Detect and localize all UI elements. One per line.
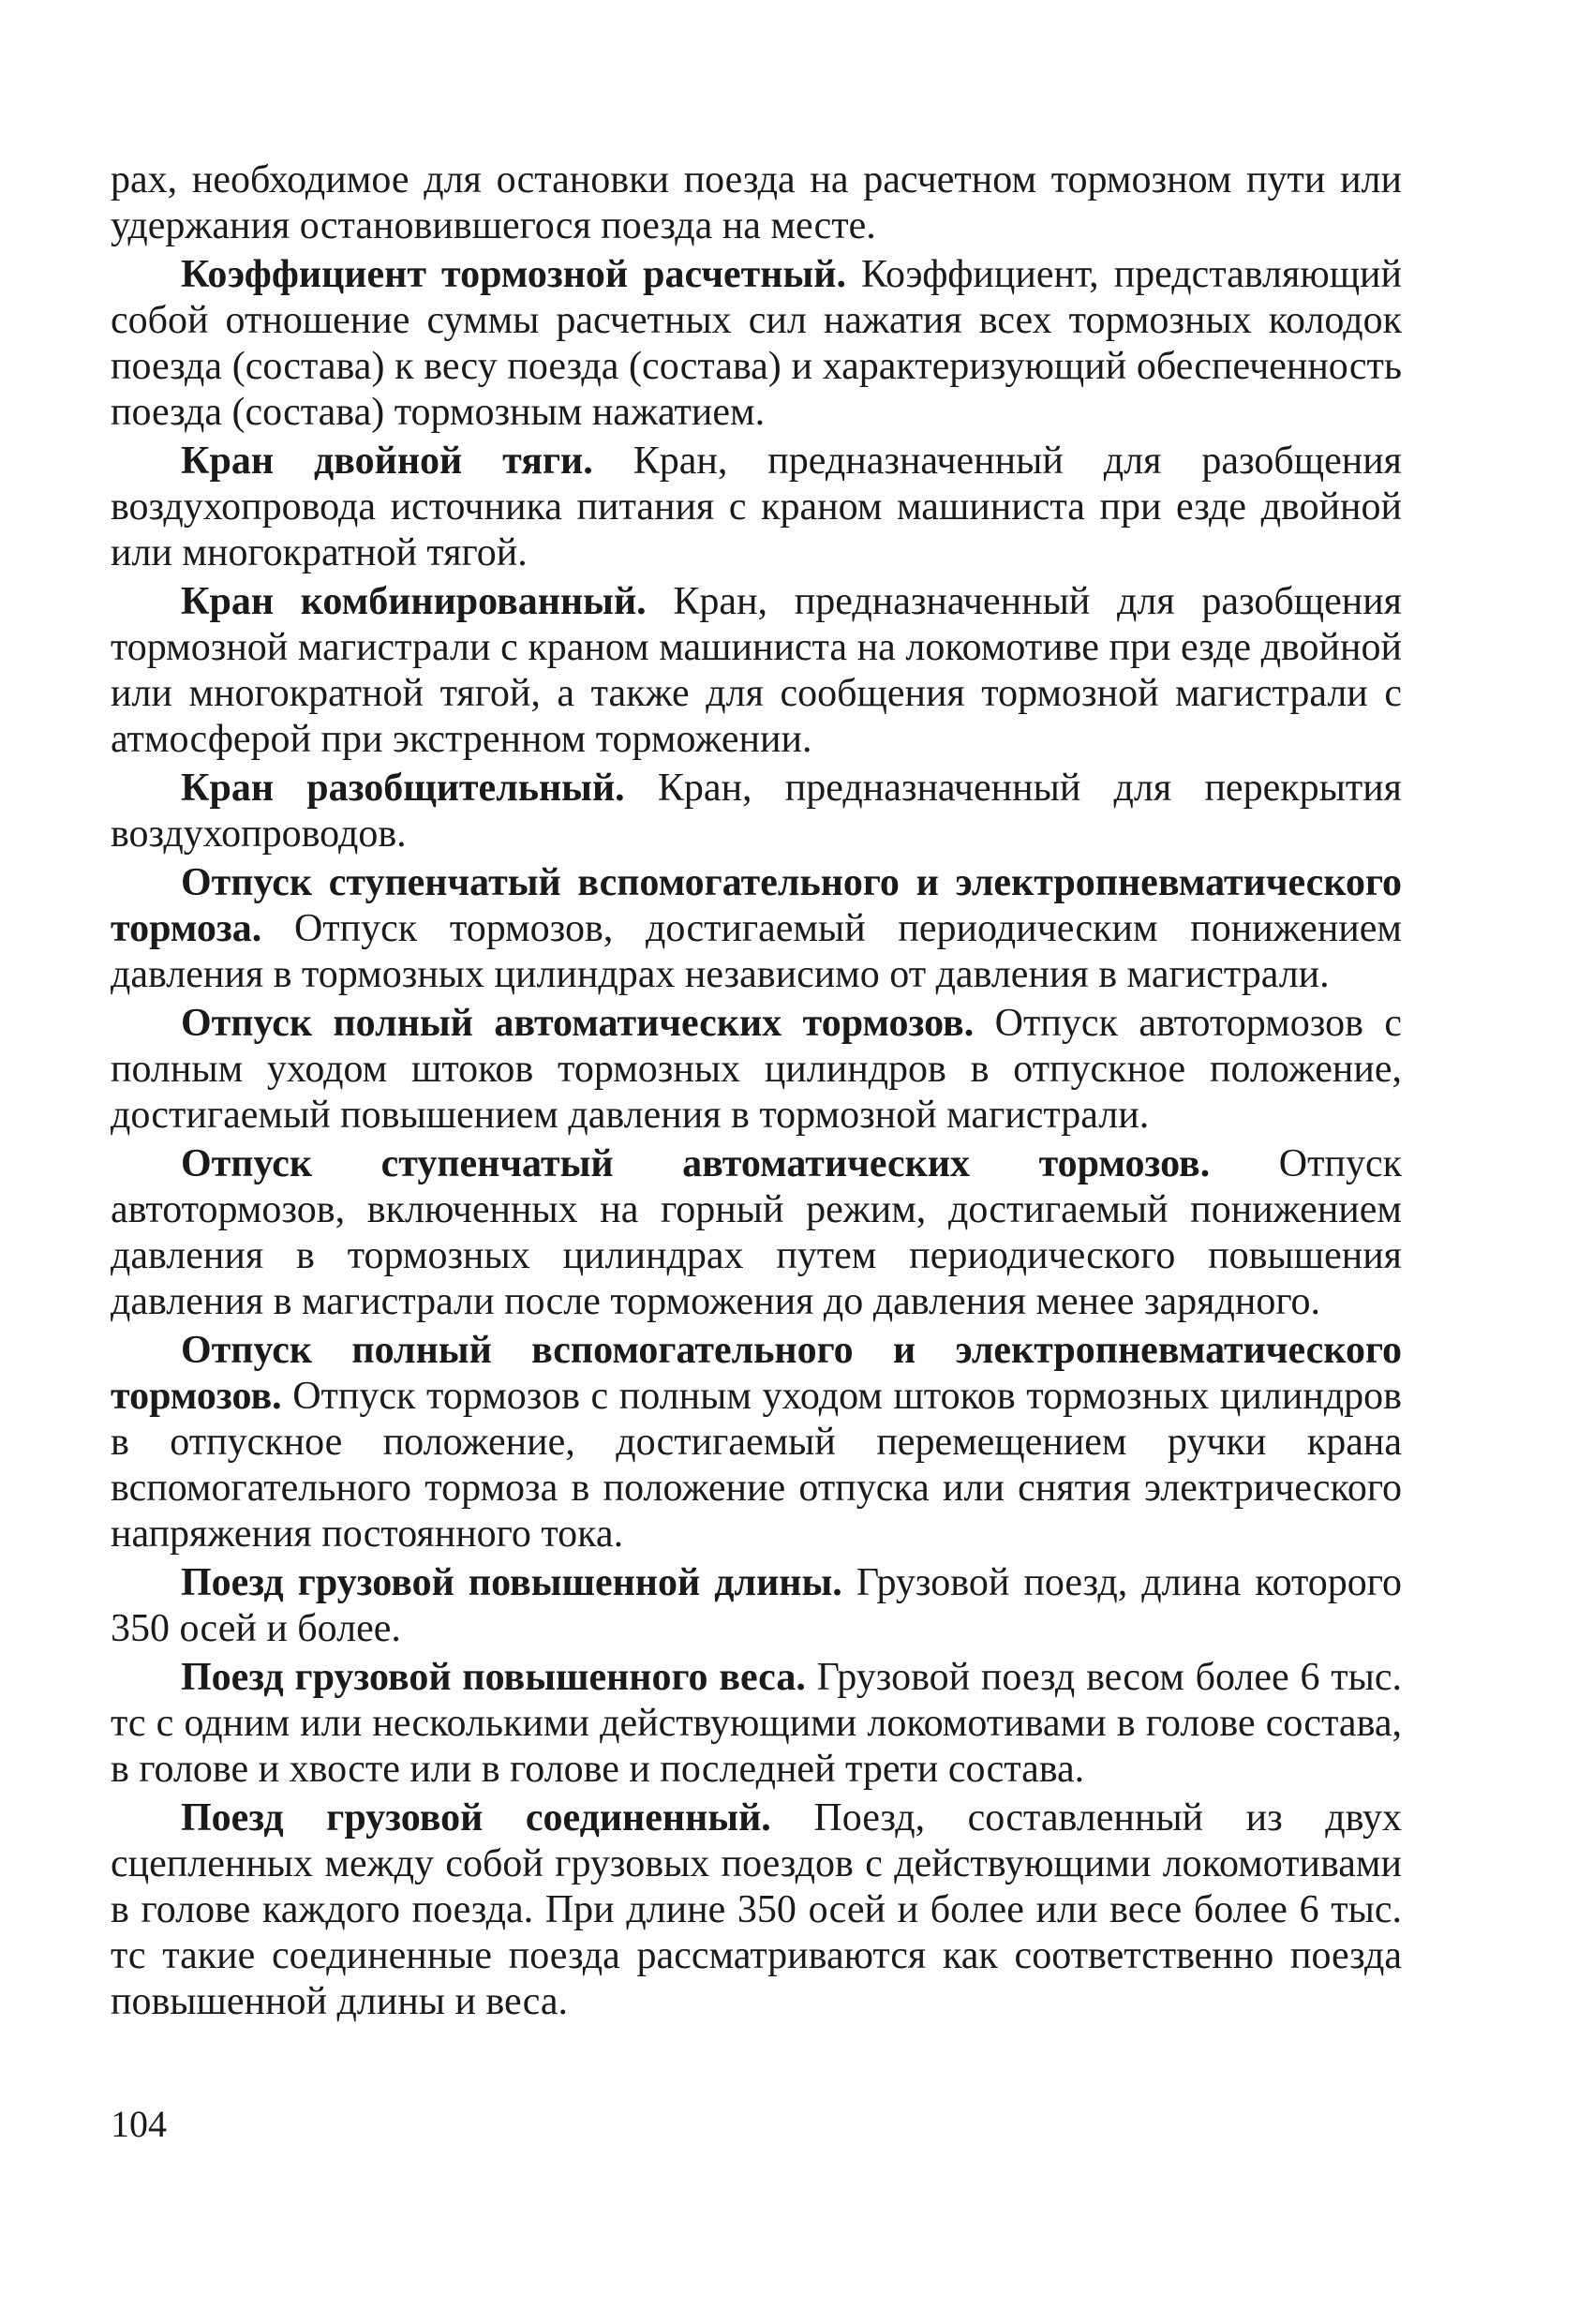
definition-entry (111, 1001, 1402, 1139)
term-heading: Отпуск ступенчатый вспомогательного и электропневматического тормоза. (111, 861, 1402, 950)
term-definition: Отпуск тормозов, достигаемый периодическим понижением давления в тормозных цилиндрах независимо от давления в магистрали. (111, 907, 1402, 996)
term-heading: Поезд грузовой соединенный. (181, 1796, 771, 1840)
definition-entry (111, 1328, 1402, 1557)
term-heading: Кран разобщительный. (181, 767, 625, 810)
page-number: 104 (111, 2103, 167, 2145)
term-definition: Отпуск автотормозов с полным уходом штоков тормозных цилиндров в отпускное положение, достигаемый повышением давления в тормозной магистрали. (111, 1002, 1402, 1137)
definition-entry (111, 579, 1402, 763)
definition-entry (111, 860, 1402, 998)
term-definition: Коэффициент, представляющий собой отношение суммы расчетных сил нажатия всех тормозных колодок поезда (состава) к весу поезда (состава) и характеризующий обеспеченность поезда (состава) тормозным нажатием. (111, 253, 1403, 434)
definition-entry (111, 1560, 1402, 1652)
term-heading: Кран комбинированный. (181, 580, 647, 623)
definition-entry (111, 1795, 1402, 2025)
definition-entry (111, 766, 1402, 857)
term-definition: Кран, предназначенный для перекрытия воздухопроводов. (111, 767, 1402, 856)
term-definition: Поезд, составленный из двух сцепленных между собой грузовых поездов с действующими локомотивами в голове каждого поезда. При длине 350 осей и более или весе более 6 тыс. тс такие соединенные поезда рассматриваются как соответственно поезда повышенной длины и веса. (111, 1796, 1402, 2023)
term-heading: Кран двойной тяги. (181, 439, 593, 483)
term-heading: Поезд грузовой повышенной длины. (181, 1561, 842, 1604)
term-heading: Коэффициент тормозной расчетный. (181, 253, 846, 296)
term-definition: Отпуск тормозов с полным уходом штоков тормозных цилиндров в отпускное положение, достигаемый перемещением ручки крана вспомогательного тормоза в положение отпуска или снятия электрического напряжения постоянного тока. (111, 1375, 1402, 1556)
definition-entry (111, 1141, 1402, 1325)
term-heading: Отпуск полный автоматических тормозов. (181, 1002, 975, 1045)
term-definition: Грузовой поезд, длина которого 350 осей и более. (111, 1561, 1402, 1650)
definition-entry (111, 439, 1402, 576)
definition-entry (111, 1655, 1402, 1793)
intro-paragraph: рах, необходимое для остановки поезда на расчетном тормозном пути или удержания остановившегося поезда на месте. (111, 158, 1402, 247)
term-heading: Отпуск полный вспомогательного и электропневматического тормозов. (111, 1329, 1402, 1418)
page-body (111, 157, 1402, 2028)
term-definition: Кран, предназначенный для разобщения воздухопровода источника питания с краном машиниста при езде двойной или многократной тягой. (111, 439, 1402, 574)
term-heading: Поезд грузовой повышенного веса. (181, 1656, 806, 1699)
definition-entry (111, 252, 1402, 436)
term-heading: Отпуск ступенчатый автоматических тормозов. (181, 1142, 1211, 1185)
term-definition: Кран, предназначенный для разобщения тормозной магистрали с краном машиниста на локомотиве при езде двойной или многократной тягой, а также для сообщения тормозной магистрали с атмосферой при экстренном торможении. (111, 580, 1402, 761)
term-definition: Грузовой поезд весом более 6 тыс. тс с одним или несколькими действующими локомотивами в голове состава, в голове и хвосте или в голове и последней трети состава. (111, 1656, 1402, 1791)
term-definition: Отпуск автотормозов, включенных на горный режим, достигаемый понижением давления в тормозных цилиндрах путем периодического повышения давления в магистрали после торможения до давления менее зарядного. (111, 1142, 1402, 1323)
